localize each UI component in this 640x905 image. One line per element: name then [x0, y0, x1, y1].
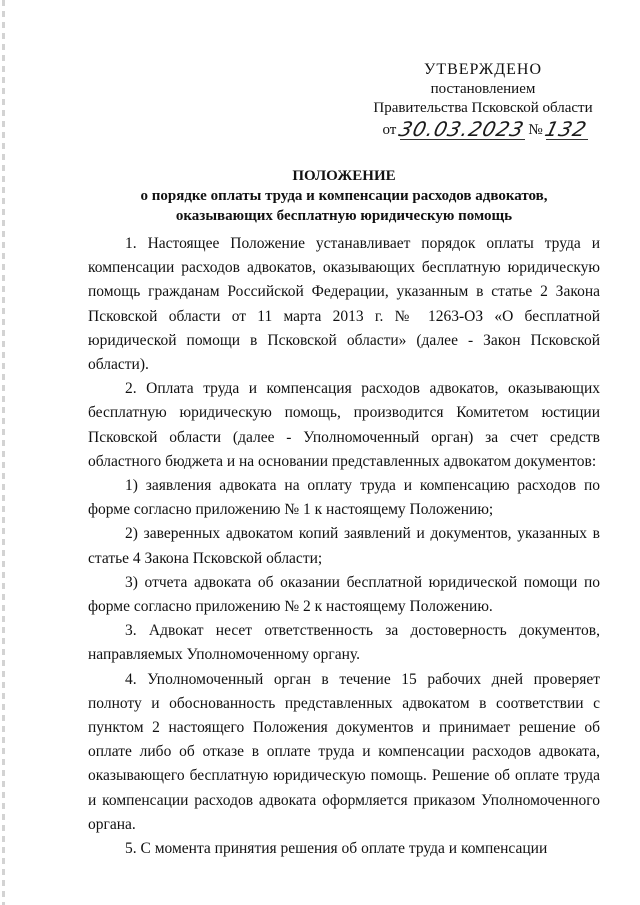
list-item-2: 2) заверенных адвокатом копий заявлений и документов, указанных в статье 4 Закона Псковской области; [88, 525, 600, 567]
document-title [88, 166, 600, 226]
document-body [88, 232, 600, 861]
paragraph-3: 3. Адвокат несет ответственность за достоверность документов, направляемых Уполномоченному органу. [88, 622, 600, 664]
handwritten-number: 132 [542, 117, 591, 141]
title-line-1: ПОЛОЖЕНИЕ [292, 168, 396, 184]
list-item-3: 3) отчета адвоката об оказании бесплатной юридической помощи по форме согласно приложению № 2 к настоящему Положению. [88, 573, 600, 616]
approval-date-line [363, 118, 603, 140]
approval-line-1: постановлением [430, 81, 536, 97]
handwritten-number-field [542, 117, 591, 141]
date-prefix: от [382, 122, 397, 138]
list-item-1: 1) заявления адвоката на оплату труда и компенсацию расходов по форме согласно приложению № 1 к настоящему Положению; [88, 477, 600, 519]
handwritten-date-field [396, 117, 528, 141]
number-prefix: № [528, 122, 543, 138]
title-line-2: о порядке оплаты труда и компенсации расходов адвокатов, [140, 188, 548, 204]
document-page [88, 0, 600, 905]
title-line-3: оказывающих бесплатную юридическую помощь [175, 208, 513, 224]
handwritten-date: 30.03.2023 [396, 117, 528, 141]
scan-edge [2, 0, 5, 905]
approval-line-2: Правительства Псковской области [373, 100, 593, 116]
paragraph-4: 4. Уполномоченный орган в течение 15 рабочих дней проверяет полноту и обоснованность представленных адвокатом в соответствии с пунктом 2 настоящего Положения документов и принимает решение об оплате либо об отказе в оплате труда и компенсации расходов адвоката, оказывающего бесплатную юридическую помощь. Решение об оплате труда и компенсации расходов адвоката оформляется приказом Уполномоченного органа. [88, 670, 600, 833]
paragraph-1: 1. Настоящее Положение устанавливает порядок оплаты труда и компенсации расходов адвокатов, оказывающих бесплатную юридическую помощь гражданам Российской Федерации, указанным в статье 2 Закона Псковской области от 11 марта 2013 г. № 1263-ОЗ «О бесплатной юридической помощи в Псковской области» (далее - Закон Псковской области). [88, 235, 600, 374]
approval-heading: УТВЕРЖДЕНО [423, 61, 542, 78]
paragraph-2: 2. Оплата труда и компенсация расходов адвокатов, оказывающих бесплатную юридическую помощь, производится Комитетом юстиции Псковской области (далее - Уполномоченный орган) за счет средств областного бюджета и на основании представленных адвокатом документов: [88, 380, 600, 470]
paragraph-5: 5. С момента принятия решения об оплате труда и компенсации [125, 840, 548, 858]
approval-stamp-block [363, 60, 603, 140]
